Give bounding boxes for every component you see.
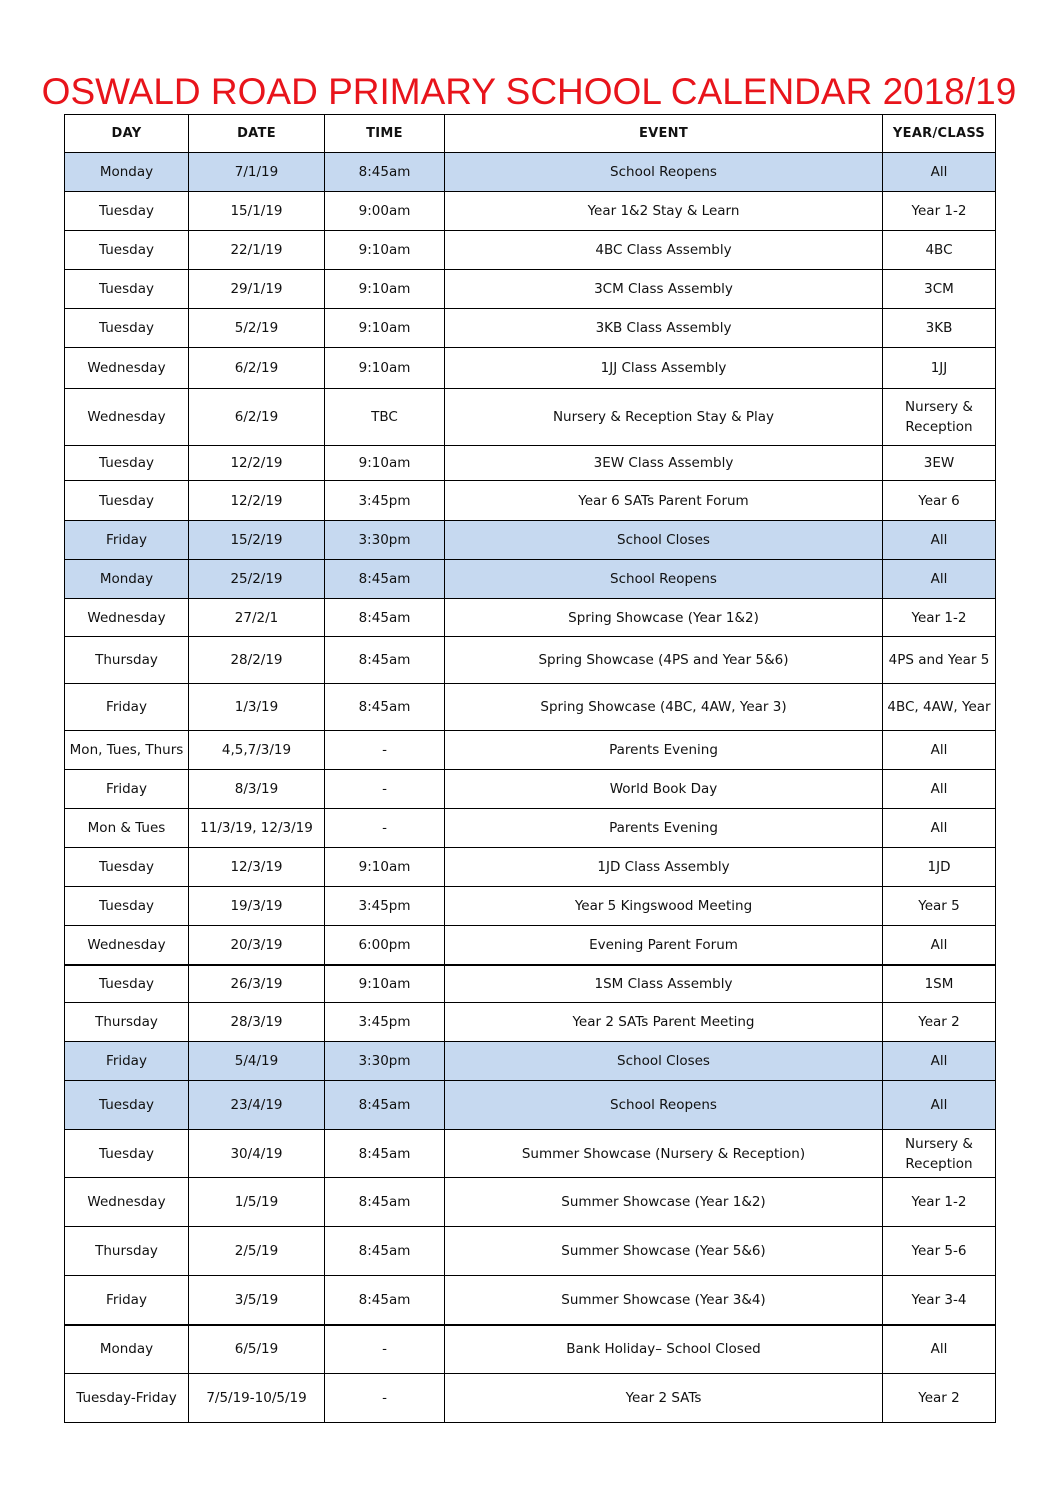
cell-event: 1JJ Class Assembly bbox=[445, 348, 883, 389]
table-row bbox=[65, 389, 996, 446]
cell-day: Tuesday bbox=[65, 1130, 189, 1178]
table-row bbox=[65, 153, 996, 192]
cell-day: Monday bbox=[65, 560, 189, 599]
cell-day: Wednesday bbox=[65, 599, 189, 637]
cell-event: School Reopens bbox=[445, 560, 883, 599]
cell-time: 8:45am bbox=[325, 1081, 445, 1130]
cell-event: School Closes bbox=[445, 1042, 883, 1081]
cell-event: Spring Showcase (4PS and Year 5&6) bbox=[445, 637, 883, 684]
cell-date: 1/3/19 bbox=[189, 684, 325, 731]
table-row bbox=[65, 1325, 996, 1374]
cell-year: 3CM bbox=[883, 270, 996, 309]
cell-time: 9:10am bbox=[325, 965, 445, 1003]
cell-date: 25/2/19 bbox=[189, 560, 325, 599]
table-row bbox=[65, 731, 996, 770]
cell-event: Nursery & Reception Stay & Play bbox=[445, 389, 883, 446]
cell-day: Wednesday bbox=[65, 348, 189, 389]
cell-day: Tuesday bbox=[65, 192, 189, 231]
header-year-class: YEAR/CLASS bbox=[883, 115, 996, 153]
table-row bbox=[65, 270, 996, 309]
cell-event: 1JD Class Assembly bbox=[445, 848, 883, 887]
cell-event: 3CM Class Assembly bbox=[445, 270, 883, 309]
cell-year: Nursery & Reception bbox=[883, 1130, 996, 1178]
cell-year: All bbox=[883, 521, 996, 560]
page-title: OSWALD ROAD PRIMARY SCHOOL CALENDAR 2018/19 bbox=[41, 71, 1017, 112]
cell-date: 12/2/19 bbox=[189, 446, 325, 481]
cell-date: 5/2/19 bbox=[189, 309, 325, 348]
table-row bbox=[65, 1374, 996, 1423]
cell-time: 3:45pm bbox=[325, 1003, 445, 1042]
cell-year: All bbox=[883, 731, 996, 770]
table-row bbox=[65, 231, 996, 270]
cell-day: Friday bbox=[65, 1276, 189, 1325]
cell-time: 3:30pm bbox=[325, 1042, 445, 1081]
table-row bbox=[65, 1003, 996, 1042]
table-row bbox=[65, 1178, 996, 1227]
cell-event: Spring Showcase (4BC, 4AW, Year 3) bbox=[445, 684, 883, 731]
cell-year: Nursery & Reception bbox=[883, 389, 996, 446]
cell-event: Parents Evening bbox=[445, 731, 883, 770]
cell-date: 7/1/19 bbox=[189, 153, 325, 192]
cell-time: - bbox=[325, 809, 445, 848]
cell-time: 8:45am bbox=[325, 1227, 445, 1276]
table-row bbox=[65, 599, 996, 637]
cell-day: Wednesday bbox=[65, 926, 189, 965]
cell-time: 9:10am bbox=[325, 309, 445, 348]
cell-day: Mon & Tues bbox=[65, 809, 189, 848]
cell-day: Tuesday bbox=[65, 887, 189, 926]
cell-event: Year 6 SATs Parent Forum bbox=[445, 481, 883, 521]
cell-event: Summer Showcase (Nursery & Reception) bbox=[445, 1130, 883, 1178]
cell-time: - bbox=[325, 1374, 445, 1423]
cell-date: 20/3/19 bbox=[189, 926, 325, 965]
cell-event: Evening Parent Forum bbox=[445, 926, 883, 965]
cell-year: 3KB bbox=[883, 309, 996, 348]
cell-year: 4PS and Year 5 bbox=[883, 637, 996, 684]
cell-time: 9:10am bbox=[325, 446, 445, 481]
cell-event: Year 2 SATs Parent Meeting bbox=[445, 1003, 883, 1042]
cell-date: 28/3/19 bbox=[189, 1003, 325, 1042]
calendar-table bbox=[64, 114, 996, 1423]
cell-date: 8/3/19 bbox=[189, 770, 325, 809]
cell-event: Spring Showcase (Year 1&2) bbox=[445, 599, 883, 637]
cell-year: All bbox=[883, 1081, 996, 1130]
cell-year: Year 2 bbox=[883, 1003, 996, 1042]
table-row bbox=[65, 1227, 996, 1276]
cell-day: Mon, Tues, Thurs bbox=[65, 731, 189, 770]
table-row bbox=[65, 446, 996, 481]
cell-year: 1SM bbox=[883, 965, 996, 1003]
cell-date: 7/5/19-10/5/19 bbox=[189, 1374, 325, 1423]
cell-event: School Reopens bbox=[445, 153, 883, 192]
cell-time: 9:10am bbox=[325, 270, 445, 309]
cell-date: 26/3/19 bbox=[189, 965, 325, 1003]
cell-year: 1JD bbox=[883, 848, 996, 887]
table-row bbox=[65, 1081, 996, 1130]
cell-date: 23/4/19 bbox=[189, 1081, 325, 1130]
cell-event: Year 1&2 Stay & Learn bbox=[445, 192, 883, 231]
header-date: DATE bbox=[189, 115, 325, 153]
table-row bbox=[65, 809, 996, 848]
cell-day: Tuesday bbox=[65, 309, 189, 348]
cell-year: All bbox=[883, 560, 996, 599]
cell-year: All bbox=[883, 1325, 996, 1374]
cell-time: 3:45pm bbox=[325, 887, 445, 926]
cell-time: 6:00pm bbox=[325, 926, 445, 965]
cell-event: Summer Showcase (Year 3&4) bbox=[445, 1276, 883, 1325]
cell-day: Tuesday bbox=[65, 231, 189, 270]
table-row bbox=[65, 684, 996, 731]
table-row bbox=[65, 481, 996, 521]
cell-date: 30/4/19 bbox=[189, 1130, 325, 1178]
cell-event: Parents Evening bbox=[445, 809, 883, 848]
cell-event: Summer Showcase (Year 5&6) bbox=[445, 1227, 883, 1276]
cell-day: Friday bbox=[65, 521, 189, 560]
cell-year: Year 1-2 bbox=[883, 192, 996, 231]
cell-date: 11/3/19, 12/3/19 bbox=[189, 809, 325, 848]
cell-day: Wednesday bbox=[65, 389, 189, 446]
table-row bbox=[65, 926, 996, 965]
cell-day: Tuesday bbox=[65, 446, 189, 481]
table-row bbox=[65, 848, 996, 887]
table-row bbox=[65, 309, 996, 348]
cell-day: Friday bbox=[65, 684, 189, 731]
cell-day: Monday bbox=[65, 153, 189, 192]
header-day: DAY bbox=[65, 115, 189, 153]
cell-day: Tuesday bbox=[65, 270, 189, 309]
cell-date: 5/4/19 bbox=[189, 1042, 325, 1081]
cell-time: 8:45am bbox=[325, 637, 445, 684]
header-row bbox=[65, 115, 996, 153]
cell-date: 6/2/19 bbox=[189, 389, 325, 446]
cell-day: Tuesday-Friday bbox=[65, 1374, 189, 1423]
cell-time: 8:45am bbox=[325, 560, 445, 599]
cell-day: Tuesday bbox=[65, 965, 189, 1003]
cell-year: 4BC bbox=[883, 231, 996, 270]
cell-year: 4BC, 4AW, Year bbox=[883, 684, 996, 731]
cell-time: - bbox=[325, 770, 445, 809]
cell-date: 27/2/1 bbox=[189, 599, 325, 637]
table-row bbox=[65, 1276, 996, 1325]
cell-date: 28/2/19 bbox=[189, 637, 325, 684]
cell-time: 9:00am bbox=[325, 192, 445, 231]
cell-year: 3EW bbox=[883, 446, 996, 481]
cell-year: Year 1-2 bbox=[883, 599, 996, 637]
cell-day: Tuesday bbox=[65, 848, 189, 887]
cell-day: Friday bbox=[65, 1042, 189, 1081]
cell-date: 2/5/19 bbox=[189, 1227, 325, 1276]
cell-time: 9:10am bbox=[325, 348, 445, 389]
cell-event: School Reopens bbox=[445, 1081, 883, 1130]
cell-date: 29/1/19 bbox=[189, 270, 325, 309]
cell-event: 1SM Class Assembly bbox=[445, 965, 883, 1003]
cell-year: All bbox=[883, 153, 996, 192]
cell-date: 1/5/19 bbox=[189, 1178, 325, 1227]
cell-day: Monday bbox=[65, 1325, 189, 1374]
cell-date: 22/1/19 bbox=[189, 231, 325, 270]
cell-year: Year 3-4 bbox=[883, 1276, 996, 1325]
header-event: EVENT bbox=[445, 115, 883, 153]
table-row bbox=[65, 560, 996, 599]
cell-event: 3KB Class Assembly bbox=[445, 309, 883, 348]
cell-time: 8:45am bbox=[325, 1130, 445, 1178]
cell-event: World Book Day bbox=[445, 770, 883, 809]
cell-date: 3/5/19 bbox=[189, 1276, 325, 1325]
cell-date: 15/1/19 bbox=[189, 192, 325, 231]
table-row bbox=[65, 1042, 996, 1081]
cell-year: Year 5 bbox=[883, 887, 996, 926]
cell-event: Year 2 SATs bbox=[445, 1374, 883, 1423]
cell-date: 19/3/19 bbox=[189, 887, 325, 926]
cell-date: 4,5,7/3/19 bbox=[189, 731, 325, 770]
cell-time: 8:45am bbox=[325, 1276, 445, 1325]
cell-event: School Closes bbox=[445, 521, 883, 560]
cell-time: TBC bbox=[325, 389, 445, 446]
cell-event: 4BC Class Assembly bbox=[445, 231, 883, 270]
cell-event: 3EW Class Assembly bbox=[445, 446, 883, 481]
table-row bbox=[65, 887, 996, 926]
cell-date: 15/2/19 bbox=[189, 521, 325, 560]
cell-day: Thursday bbox=[65, 1227, 189, 1276]
cell-time: 8:45am bbox=[325, 599, 445, 637]
cell-time: 9:10am bbox=[325, 848, 445, 887]
table-row bbox=[65, 637, 996, 684]
header-time: TIME bbox=[325, 115, 445, 153]
cell-year: All bbox=[883, 926, 996, 965]
cell-time: 8:45am bbox=[325, 1178, 445, 1227]
cell-event: Year 5 Kingswood Meeting bbox=[445, 887, 883, 926]
cell-date: 6/5/19 bbox=[189, 1325, 325, 1374]
table-row bbox=[65, 965, 996, 1003]
cell-day: Wednesday bbox=[65, 1178, 189, 1227]
cell-time: 9:10am bbox=[325, 231, 445, 270]
cell-time: 3:30pm bbox=[325, 521, 445, 560]
cell-year: All bbox=[883, 1042, 996, 1081]
cell-event: Bank Holiday– School Closed bbox=[445, 1325, 883, 1374]
cell-time: 3:45pm bbox=[325, 481, 445, 521]
cell-time: - bbox=[325, 1325, 445, 1374]
cell-day: Thursday bbox=[65, 1003, 189, 1042]
cell-day: Tuesday bbox=[65, 1081, 189, 1130]
cell-year: All bbox=[883, 809, 996, 848]
cell-time: - bbox=[325, 731, 445, 770]
cell-date: 12/3/19 bbox=[189, 848, 325, 887]
cell-year: Year 6 bbox=[883, 481, 996, 521]
table-row bbox=[65, 192, 996, 231]
cell-day: Thursday bbox=[65, 637, 189, 684]
cell-time: 8:45am bbox=[325, 684, 445, 731]
cell-year: Year 5-6 bbox=[883, 1227, 996, 1276]
table-row bbox=[65, 1130, 996, 1178]
cell-year: Year 1-2 bbox=[883, 1178, 996, 1227]
cell-event: Summer Showcase (Year 1&2) bbox=[445, 1178, 883, 1227]
table-row bbox=[65, 770, 996, 809]
cell-day: Tuesday bbox=[65, 481, 189, 521]
cell-year: Year 2 bbox=[883, 1374, 996, 1423]
table-row bbox=[65, 348, 996, 389]
cell-time: 8:45am bbox=[325, 153, 445, 192]
table-row bbox=[65, 521, 996, 560]
cell-year: 1JJ bbox=[883, 348, 996, 389]
cell-date: 12/2/19 bbox=[189, 481, 325, 521]
cell-day: Friday bbox=[65, 770, 189, 809]
cell-year: All bbox=[883, 770, 996, 809]
cell-date: 6/2/19 bbox=[189, 348, 325, 389]
